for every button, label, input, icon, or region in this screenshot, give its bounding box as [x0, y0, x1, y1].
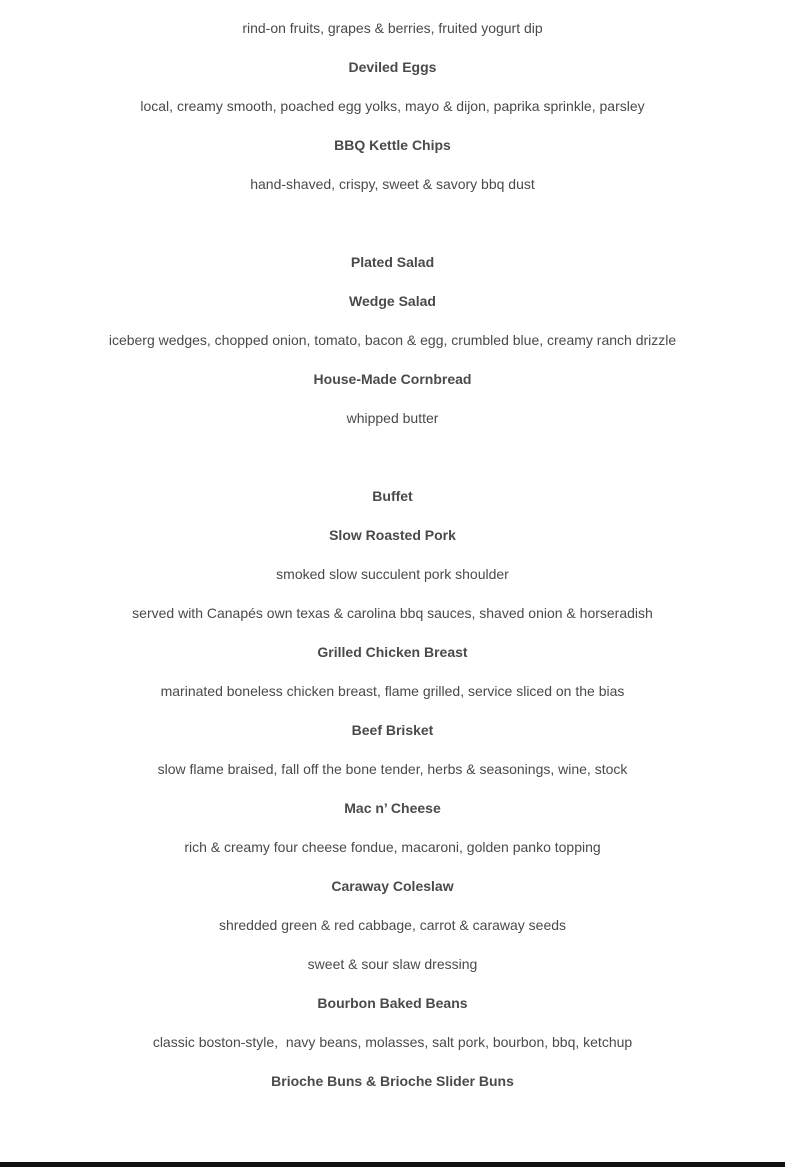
item-name: Bourbon Baked Beans [317, 995, 468, 1011]
item-description: classic boston-style, navy beans, molasses, salt pork, bourbon, bbq, ketchup [152, 1034, 633, 1050]
item-name: Wedge Salad [349, 293, 436, 309]
item-name: Brioche Buns & Brioche Slider Buns [271, 1073, 514, 1089]
item-name: Slow Roasted Pork [329, 527, 456, 543]
item-description: rind-on fruits, grapes & berries, fruited yogurt dip [242, 20, 543, 36]
footer-bar [0, 1162, 785, 1167]
menu-section [0, 19, 785, 194]
menu-content [0, 19, 785, 1111]
item-name: Mac n’ Cheese [344, 800, 441, 816]
item-name: Grilled Chicken Breast [317, 644, 468, 660]
item-description: rich & creamy four cheese fondue, macaroni, golden panko topping [184, 839, 601, 855]
section-heading: Plated Salad [350, 254, 435, 270]
item-name: Deviled Eggs [348, 59, 437, 75]
item-name: BBQ Kettle Chips [334, 137, 451, 153]
item-description: served with Canapés own texas & carolina bbq sauces, shaved onion & horseradish [132, 605, 653, 621]
menu-section [0, 253, 785, 428]
item-name: Beef Brisket [351, 722, 434, 738]
section-spacer [0, 214, 785, 253]
item-description: local, creamy smooth, poached egg yolks, mayo & dijon, paprika sprinkle, parsley [140, 98, 645, 114]
item-name: House-Made Cornbread [313, 371, 472, 387]
item-description: sweet & sour slaw dressing [307, 956, 478, 972]
item-description: marinated boneless chicken breast, flame grilled, service sliced on the bias [160, 683, 625, 699]
menu-section [0, 487, 785, 1091]
item-description: whipped butter [346, 410, 439, 426]
item-description: iceberg wedges, chopped onion, tomato, bacon & egg, crumbled blue, creamy ranch drizzle [108, 332, 677, 348]
item-description: smoked slow succulent pork shoulder [276, 566, 509, 582]
item-description: shredded green & red cabbage, carrot & caraway seeds [218, 917, 567, 933]
item-description: hand-shaved, crispy, sweet & savory bbq dust [250, 176, 535, 192]
section-heading: Buffet [372, 488, 413, 504]
item-name: Caraway Coleslaw [331, 878, 454, 894]
item-description: slow flame braised, fall off the bone tender, herbs & seasonings, wine, stock [157, 761, 628, 777]
section-spacer [0, 448, 785, 487]
